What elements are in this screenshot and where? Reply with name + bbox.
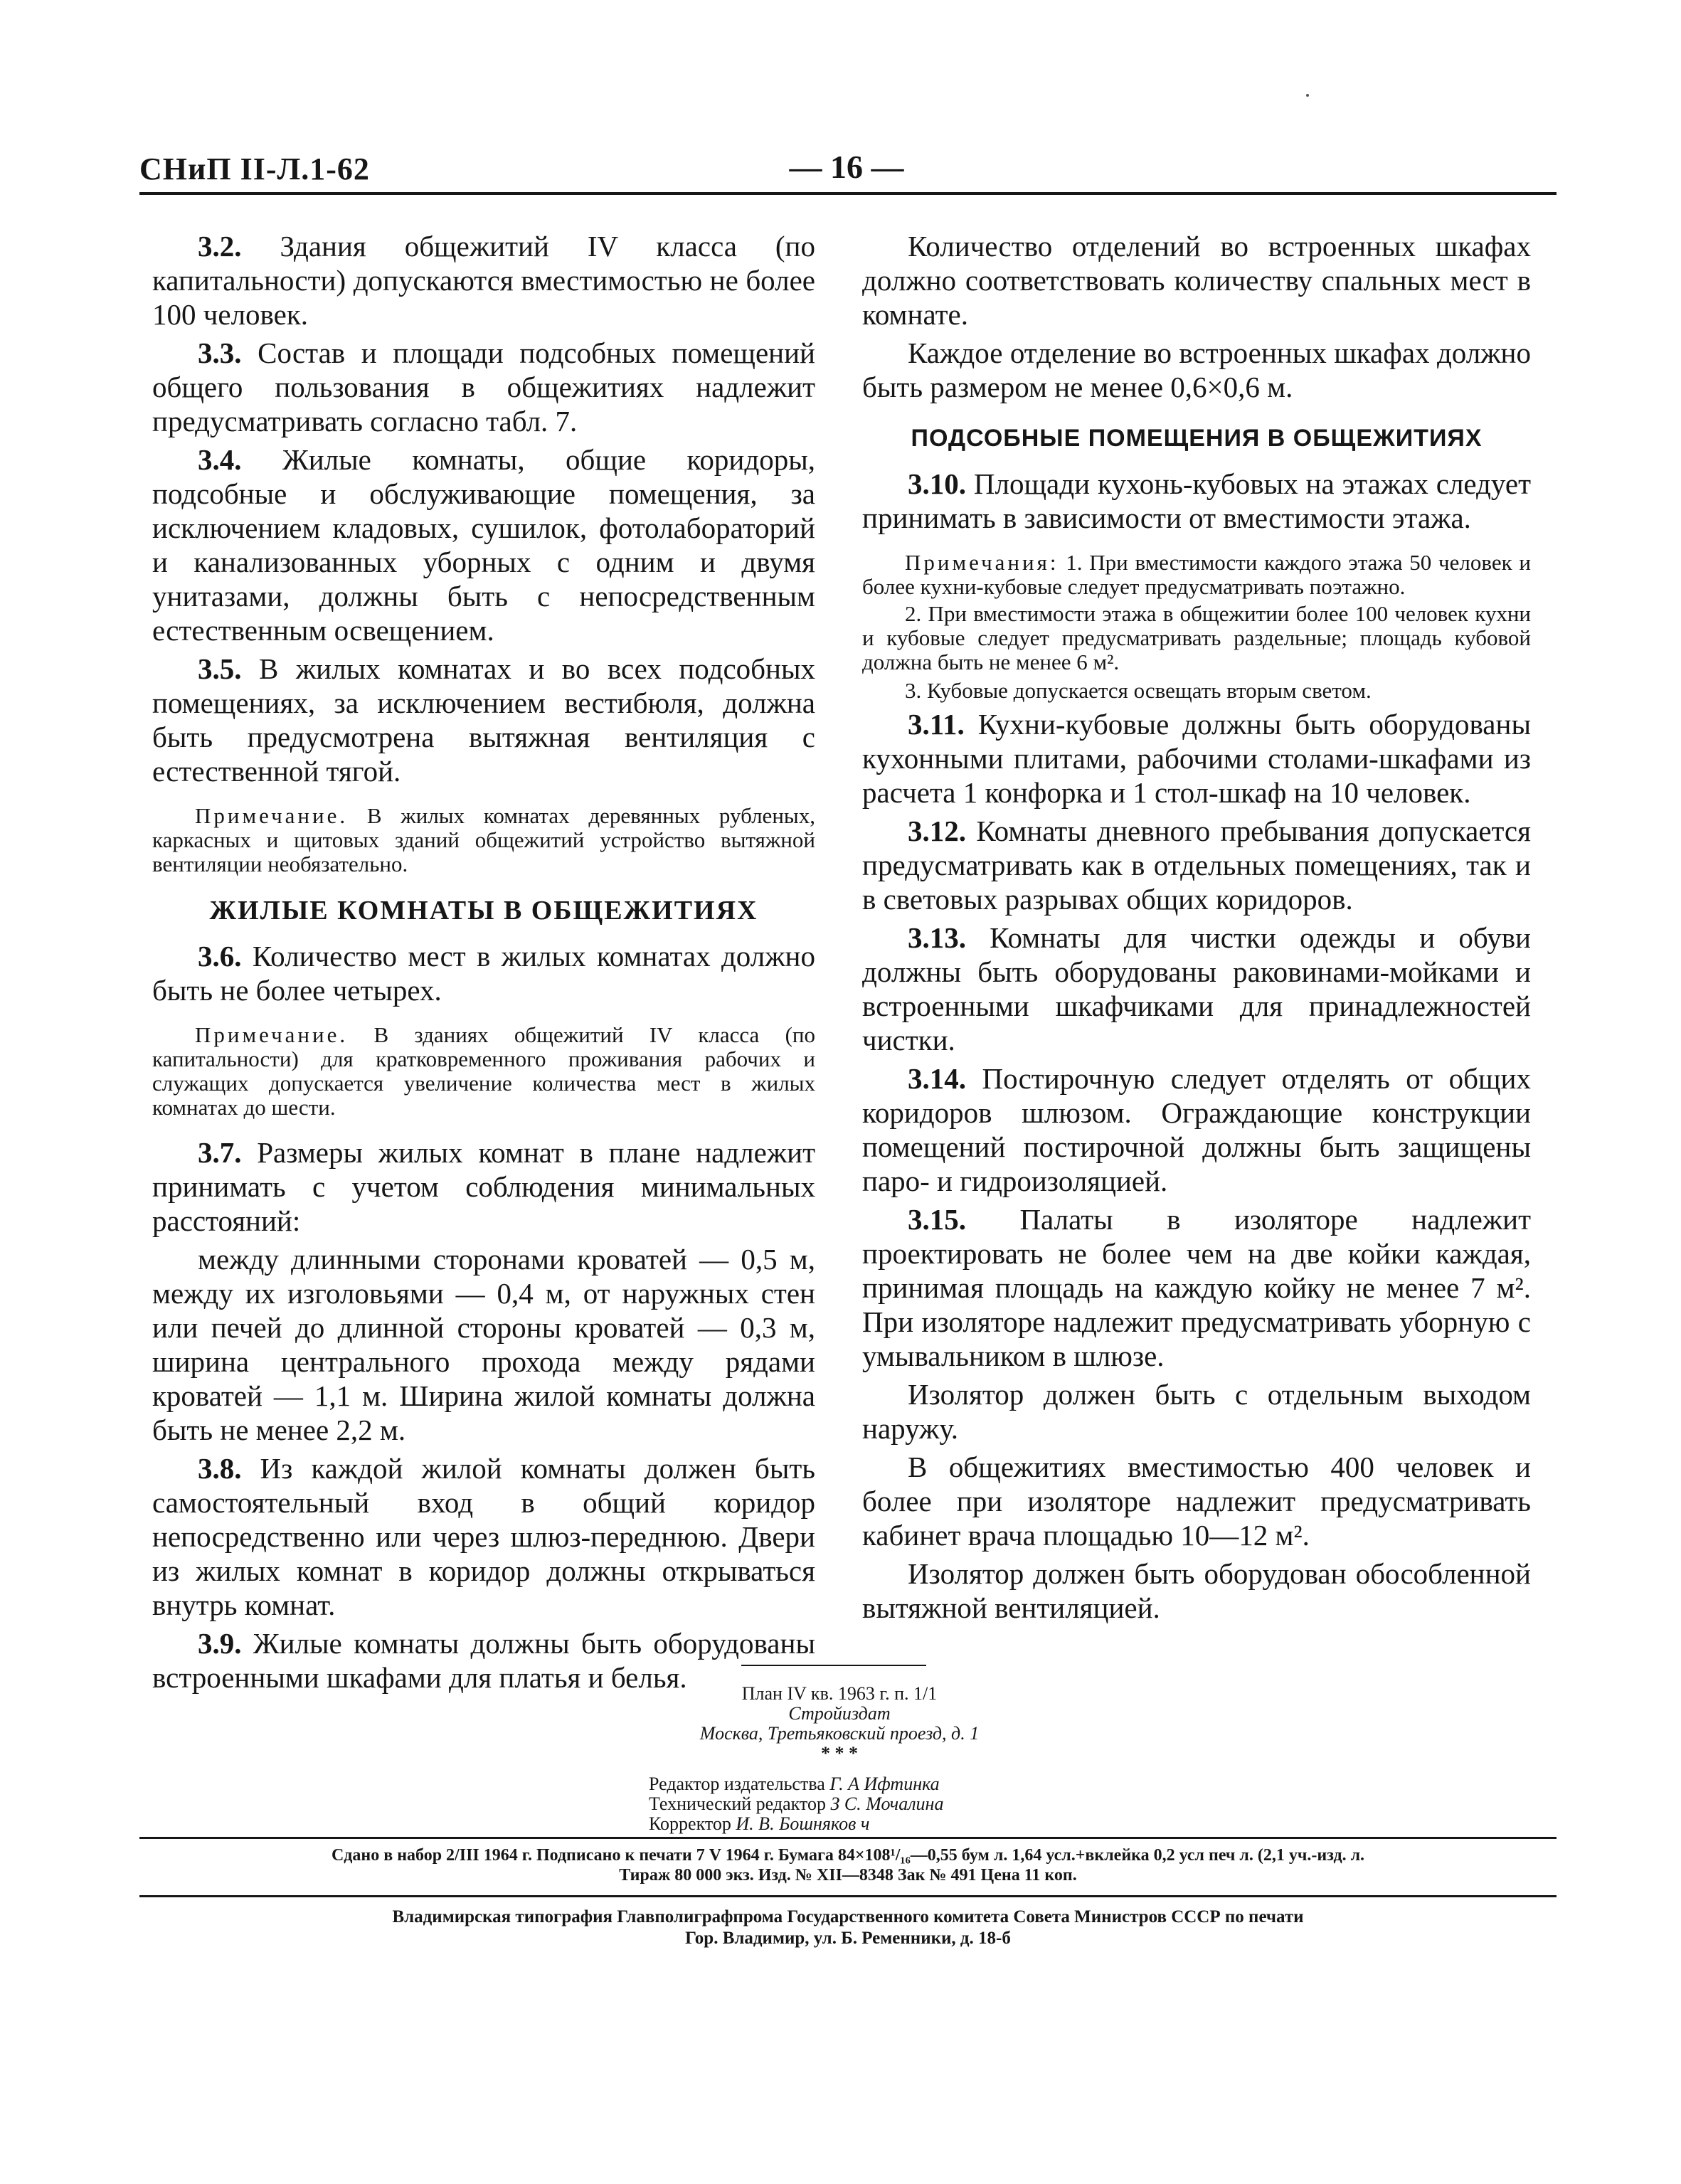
wardrobe-sections-count: Количество отделений во встроенных шкафах должно соответствовать количеству спальных мест в комнате. xyxy=(862,230,1531,331)
isolator-exit: Изолятор должен быть с отдельным выходом наружу. xyxy=(862,1378,1531,1445)
note-ventilation: Примечание. В жилых комнатах деревянных рубленых, каркасных и щитовых зданий общежитий устройство вытяжной вентиляции необязательно. xyxy=(152,803,815,876)
note-kitchens-1: Примечания: 1. При вместимости каждого этажа 50 человек и более кухни-кубовые следует предусматривать поэтажно. xyxy=(862,550,1531,599)
section-heading-auxiliary: ПОДСОБНЫЕ ПОМЕЩЕНИЯ В ОБЩЕЖИТИЯХ xyxy=(911,425,1483,452)
clause-3-5: 3.5. В жилых комнатах и во всех подсобных помещениях, за исключением вестибюля, должна быть предусмотрена вытяжная вентиляция с естественной тягой. xyxy=(152,652,815,788)
scan-speck xyxy=(1306,94,1309,97)
credit-tech-editor: Технический редактор З С. Мочалина xyxy=(649,1793,944,1814)
isolator-ventilation: Изолятор должен быть оборудован обособленной вытяжной вентиляцией. xyxy=(862,1557,1531,1624)
credit-corrector: Корректор И. В. Бошняков ч xyxy=(649,1813,870,1834)
left-column xyxy=(152,229,815,1699)
note-class-iv: Примечание. В зданиях общежитий IV класса (по капитальности) для кратковременного проживания рабочих и служащих допускается увеличение количества мест в жилых комнатах до шести. xyxy=(152,1022,815,1120)
right-column xyxy=(862,229,1531,1629)
clause-3-13: 3.13. Комнаты для чистки одежды и обуви должны быть оборудованы раковинами-мойками и встроенными шкафчиками для принадлежностей чистки. xyxy=(862,921,1531,1056)
clause-3-15: 3.15. Палаты в изоляторе надлежит проектировать не более чем на две койки каждая, принимая площадь на каждую койку не менее 7 м². При изоляторе надлежит предусматривать уборную с умывальником в шлюзе. xyxy=(862,1203,1531,1372)
clause-3-2: 3.2. Здания общежитий IV класса (по капитальности) допускаются вместимостью не более 100 человек. xyxy=(152,230,815,331)
clause-3-4: 3.4. Жилые комнаты, общие коридоры, подсобные и обслуживающие помещения, за исключением кладовых, сушилок, фотолабораторий и канализованных уборных с одним и двумя унитазами, должны быть с непосредственным естественным освещением. xyxy=(152,443,815,647)
clause-3-7: 3.7. Размеры жилых комнат в плане надлежит принимать с учетом соблюдения минимальных расстояний: xyxy=(152,1136,815,1237)
imprint-stars: * * * xyxy=(821,1743,858,1764)
publication-rule-top xyxy=(139,1837,1557,1839)
clause-3-3: 3.3. Состав и площади подсобных помещений общего пользования в общежитиях надлежит предусматривать согласно табл. 7. xyxy=(152,336,815,438)
page-number: — 16 — xyxy=(789,149,904,185)
clause-3-6: 3.6. Количество мест в жилых комнатах должно быть не более четырех. xyxy=(152,940,815,1007)
document-code: СНиП II-Л.1-62 xyxy=(139,152,370,186)
section-heading-living-rooms: ЖИЛЫЕ КОМНАТЫ В ОБЩЕЖИТИЯХ xyxy=(209,896,758,926)
clause-3-8: 3.8. Из каждой жилой комнаты должен быть самостоятельный вход в общий коридор непосредственно или через шлюз-переднюю. Двери из жилых комнат в коридор должны открываться внутрь комнат. xyxy=(152,1452,815,1621)
printer-details: Владимирская типография Главполиграфпрома Государственного комитета Совета Министров СССР по печати Гор. Владимир, ул. Б. Ременники, д. 18-б xyxy=(392,1907,1304,1948)
isolator-doctor-office: В общежитиях вместимостью 400 человек и более при изоляторе надлежит предусматривать кабинет врача площадью 10—12 м². xyxy=(862,1451,1531,1552)
credit-editor: Редактор издательства Г. А Ифтинка xyxy=(649,1774,940,1794)
clause-3-9: 3.9. Жилые комнаты должны быть оборудованы встроенными шкафами для платья и белья. xyxy=(152,1627,815,1694)
note-kitchens-3: 3. Кубовые допускается освещать вторым светом. xyxy=(905,678,1372,703)
imprint-plan: План IV кв. 1963 г. п. 1/1 xyxy=(741,1683,938,1704)
imprint-address: Москва, Третьяковский проезд, д. 1 xyxy=(699,1723,980,1744)
clause-3-11: 3.11. Кухни-кубовые должны быть оборудованы кухонными плитами, рабочими столами-шкафами из расчета 1 конфорка и 1 стол-шкаф на 10 человек. xyxy=(862,708,1531,809)
clause-3-12: 3.12. Комнаты дневного пребывания допускается предусматривать как в отдельных помещениях, так и в световых разрывах общих коридоров. xyxy=(862,815,1531,916)
clause-3-10: 3.10. Площади кухонь-кубовых на этажах следует принимать в зависимости от вместимости этажа. xyxy=(862,467,1531,534)
header-rule xyxy=(139,192,1557,195)
wardrobe-section-size: Каждое отделение во встроенных шкафах должно быть размером не менее 0,6×0,6 м. xyxy=(862,336,1531,403)
note-kitchens-2: 2. При вместимости этажа в общежитии более 100 человек кухни и кубовые следует предусматривать раздельные; площадь кубовой должна быть не менее 6 м². xyxy=(862,601,1531,674)
publication-rule-bottom xyxy=(139,1895,1557,1897)
clause-3-7-distances: между длинными сторонами кроватей — 0,5 м, между их изголовьями — 0,4 м, от наружных стен или печей до длинной стороны кроватей — 0,3 м, ширина центрального прохода между рядами кроватей — 1,1 м. Ширина жилой комнаты должна быть не менее 2,2 м. xyxy=(152,1243,815,1446)
imprint-credits xyxy=(649,1774,943,1834)
imprint-rule xyxy=(741,1665,926,1666)
imprint-publisher: Стройиздат xyxy=(788,1703,891,1724)
publication-details: Сдано в набор 2/III 1964 г. Подписано к печати 7 V 1964 г. Бумага 84×108¹/₁₆—0,55 бум л. 1,64 усл.+вклейка 0,2 усл печ л. (2,1 уч.-изд. л. Тираж 80 000 экз. Изд. № XII—8348 Зак № 491 Цена 11 коп. xyxy=(331,1846,1365,1885)
clause-3-14: 3.14. Постирочную следует отделять от общих коридоров шлюзом. Ограждающие конструкции помещений постирочной должны быть защищены паро- и гидроизоляцией. xyxy=(862,1062,1531,1197)
